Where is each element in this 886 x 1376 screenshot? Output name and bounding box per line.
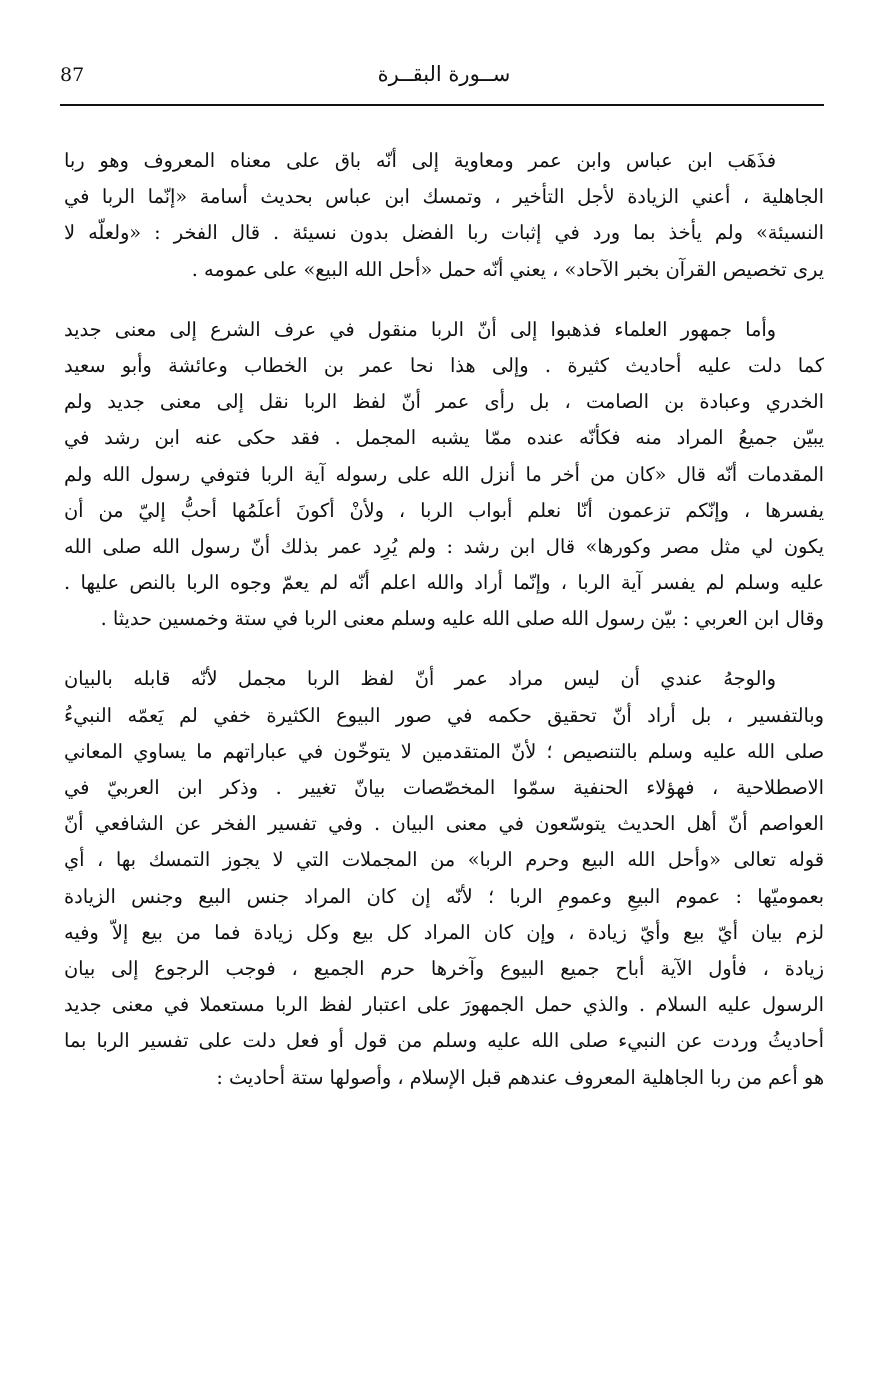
body-text: [64, 143, 824, 1120]
text-line: لزم بيان أيّ بيع وأيّ زيادة ، وإن كان المراد كل بيع وكل زيادة فما من بيع إلاّ وفيه: [64, 920, 824, 944]
text-line: كما دلت عليه أحاديث كثيرة . وإلى هذا نحا عمر بن الخطاب وعائشة وأبو سعيد: [64, 353, 824, 377]
text-line: وقال ابن العربي : بيّن رسول الله صلى الله عليه وسلم معنى الربا في ستة وخمسين حديثا .: [100, 607, 824, 631]
text-line: الجاهلية ، أعني الزيادة لأجل التأخير ، وتمسك ابن عباس بحديث أسامة «إنّما الربا في: [64, 185, 824, 209]
text-line: يفسرها ، وإنّكم تزعمون أنّا نعلم أبواب الربا ، ولأنْ أكونَ أعلَمُها أحبُّ إليّ من أن: [64, 498, 824, 522]
text-line: هو أعم من ربا الجاهلية المعروف عندهم قبل الإسلام ، وأصولها ستة أحاديث :: [216, 1065, 824, 1089]
paragraph: [64, 661, 824, 1095]
header-rule: [60, 104, 824, 106]
text-line: وأما جمهور العلماء فذهبوا إلى أنّ الربا منقول في عرف الشرع إلى معنى جديد: [64, 317, 776, 341]
text-line: بعموميّها : عموم البيعِ وعمومِ الربا ؛ لأنّه إن كان المراد جنس البيع وجنس الزيادة: [64, 884, 824, 908]
text-line: والوجهُ عندي أن ليس مراد عمر أنّ لفظ الربا مجمل لأنّه قابله بالبيان: [64, 667, 776, 691]
page-header: [60, 62, 828, 102]
text-line: قوله تعالى «وأحل الله البيع وحرم الربا» من المجملات التي لا يجوز التمسك بها ، أي: [64, 848, 824, 872]
text-line: الرسول عليه السلام . والذي حمل الجمهورَ على اعتبار لفظ الربا مستعملا في معنى جديد: [64, 993, 824, 1017]
paragraph: [64, 143, 824, 288]
text-line: أحاديثُ وردت عن النبيء صلى الله عليه وسلم من قول أو فعل دلت على تفسير الربا بما: [64, 1029, 824, 1053]
text-line: يبيّن جميعُ المراد منه فكأنّه عنده ممّا يشبه المجمل . فقد حكى عنه ابن رشد في: [64, 426, 824, 450]
text-line: صلى الله عليه وسلم بالتنصيص ؛ لأنّ المتقدمين لا يتوخّون في عباراتهم ما يساوي المعاني: [64, 739, 824, 763]
text-line: يرى تخصيص القرآن بخبر الآحاد» ، يعني أنّه حمل «أحل الله البيع» على عمومه .: [191, 257, 824, 281]
running-title: ســورة البقــرة: [377, 62, 511, 86]
page-number: 87: [60, 64, 85, 86]
text-line: الاصطلاحية ، فهؤلاء الحنفية سمّوا المخصّصات بيانّ تغيير . وذكر ابن العربيّ في: [64, 776, 824, 799]
text-line: يكون لي مثل مصر وكورها» قال ابن رشد : ولم يُرِد عمر بذلك أنّ رسول الله صلى الله: [64, 534, 824, 558]
text-line: النسيئة» ولم يأخذ بما ورد في إثبات ربا الفضل بدون نسيئة . قال الفخر : «ولعلّه لا: [64, 221, 824, 245]
text-line: المقدمات أنّه قال «كان من أخر ما أنزل الله على رسوله آية الربا فتوفي رسول الله ولم: [64, 462, 824, 486]
text-line: وبالتفسير ، بل أراد أنّ تحقيق حكمه في صور البيوع الكثيرة خفي لم يَعمّه النبيءُ: [64, 703, 824, 727]
text-line: زيادة ، فأول الآية أباح جميع البيوع وآخرها حرم الجميع ، فوجب الرجوع إلى بيان: [64, 956, 824, 980]
text-line: فذَهَب ابن عباس وابن عمر ومعاوية إلى أنّه باق على معناه المعروف وهو ربا: [64, 149, 776, 172]
paragraph: [64, 312, 824, 638]
text-line: عليه وسلم لم يفسر آية الربا ، وإنّما أراد والله اعلم أنّه لم يعمّ وجوه الربا بالنص عليها .: [64, 571, 824, 595]
text-line: الخدري وعبادة بن الصامت ، بل رأى عمر أنّ لفظ الربا نقل إلى معنى جديد ولم: [64, 390, 824, 414]
text-line: العواصم أنّ أهل الحديث يتوسّعون في معنى البيان . وفي تفسير الفخر عن الشافعي أنّ: [64, 812, 824, 836]
